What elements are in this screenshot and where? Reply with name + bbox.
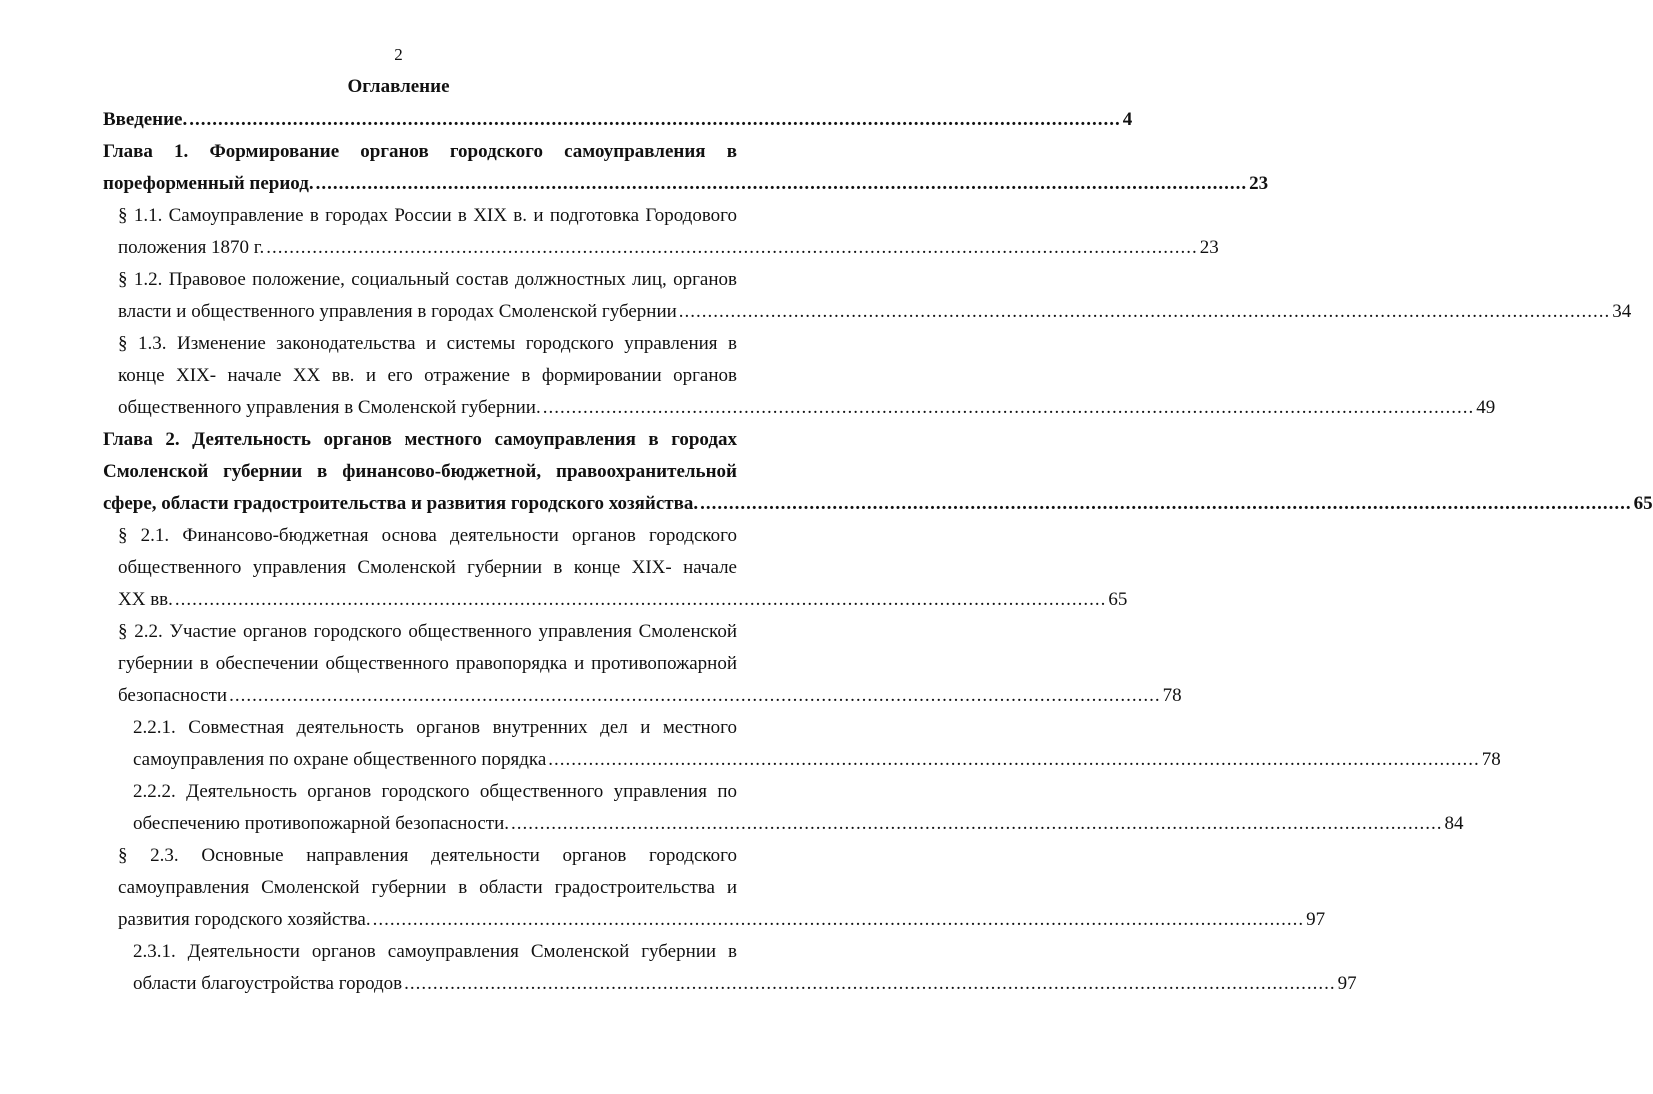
toc-entry-section-1-1-line-2[interactable] bbox=[118, 232, 1219, 264]
toc-entry-text: безопасности bbox=[118, 685, 228, 706]
toc-entry-section-2-2-line-2[interactable]: губернии в обеспечении общественного правопорядка и противопожарной bbox=[118, 653, 737, 674]
toc-entry-text: развития городского хозяйства. bbox=[118, 909, 371, 930]
toc-entry-subsection-2-2-2-line-2[interactable] bbox=[133, 808, 1464, 840]
leader-dots: .................................................................................................................................................................. bbox=[542, 397, 1475, 418]
toc-entry-section-2-2-line-3[interactable] bbox=[118, 680, 1182, 712]
leader-dots: .................................................................................................................................................................. bbox=[315, 173, 1248, 194]
toc-entry-section-1-2-line-1[interactable]: § 1.2. Правовое положение, социальный состав должностных лиц, органов bbox=[118, 269, 737, 290]
toc-page-number: 97 bbox=[1306, 909, 1326, 930]
leader-dots: .................................................................................................................................................................. bbox=[548, 749, 1480, 770]
toc-entry-introduction[interactable] bbox=[103, 104, 1133, 136]
toc-entry-chapter-2-line-1[interactable]: Глава 2. Деятельность органов местного самоуправления в городах bbox=[103, 429, 737, 450]
toc-entry-section-2-2-line-1[interactable]: § 2.2. Участие органов городского общественного управления Смоленской bbox=[118, 621, 737, 642]
toc-entry-chapter-1-line-2[interactable] bbox=[103, 168, 1269, 200]
toc-entry-text: общественного управления в Смоленской губернии. bbox=[118, 397, 541, 418]
toc-entry-text: обеспечению противопожарной безопасности. bbox=[133, 813, 510, 834]
toc-entry-section-1-3-line-3[interactable] bbox=[118, 392, 1496, 424]
toc-entry-subsection-2-3-1-line-1[interactable]: 2.3.1. Деятельности органов самоуправления Смоленской губернии в bbox=[133, 941, 737, 962]
toc-entry-text: Введение. bbox=[103, 109, 188, 130]
leader-dots: .................................................................................................................................................................. bbox=[404, 973, 1336, 994]
toc-entry-section-1-3-line-1[interactable]: § 1.3. Изменение законодательства и системы городского управления в bbox=[118, 333, 737, 354]
page-number: 2 bbox=[394, 45, 403, 64]
toc-title: Оглавление bbox=[347, 76, 450, 97]
toc-entry-section-2-1-line-2[interactable]: общественного управления Смоленской губернии в конце XIX- начале bbox=[118, 557, 737, 578]
toc-page-number: 65 bbox=[1108, 589, 1128, 610]
toc-page-number: 84 bbox=[1444, 813, 1464, 834]
toc-entry-text: власти и общественного управления в городах Смоленской губернии bbox=[118, 301, 677, 322]
leader-dots: .................................................................................................................................................................. bbox=[174, 589, 1107, 610]
toc-page-number: 23 bbox=[1249, 173, 1269, 194]
toc-page-number: 23 bbox=[1199, 237, 1219, 258]
toc-entry-section-2-3-line-2[interactable]: самоуправления Смоленской губернии в области градостроительства и bbox=[118, 877, 737, 898]
toc-entry-section-1-3-line-2[interactable]: конце XIX- начале XX вв. и его отражение в формировании органов bbox=[118, 365, 737, 386]
toc-entry-text: XX вв. bbox=[118, 589, 173, 610]
leader-dots: .................................................................................................................................................................. bbox=[511, 813, 1443, 834]
toc-entry-chapter-1-line-1[interactable]: Глава 1. Формирование органов городского самоуправления в bbox=[103, 141, 737, 162]
toc-entry-text: пореформенный период. bbox=[103, 173, 314, 194]
toc-page-number: 78 bbox=[1162, 685, 1182, 706]
toc-entry-text: области благоустройства городов bbox=[133, 973, 403, 994]
toc-entry-chapter-2-line-2[interactable]: Смоленской губернии в финансово-бюджетной, правоохранительной bbox=[103, 461, 737, 482]
leader-dots: .................................................................................................................................................................. bbox=[700, 493, 1632, 514]
toc-entry-subsection-2-2-1-line-1[interactable]: 2.2.1. Совместная деятельность органов внутренних дел и местного bbox=[133, 717, 737, 738]
toc-entry-subsection-2-2-2-line-1[interactable]: 2.2.2. Деятельность органов городского общественного управления по bbox=[133, 781, 737, 802]
toc-entry-section-1-1-line-1[interactable]: § 1.1. Самоуправление в городах России в XIX в. и подготовка Городового bbox=[118, 205, 737, 226]
toc-page-number: 34 bbox=[1612, 301, 1632, 322]
leader-dots: .................................................................................................................................................................. bbox=[678, 301, 1611, 322]
toc-page-number: 97 bbox=[1337, 973, 1357, 994]
toc-entry-section-2-3-line-3[interactable] bbox=[118, 904, 1326, 936]
toc-entry-section-2-1-line-1[interactable]: § 2.1. Финансово-бюджетная основа деятельности органов городского bbox=[118, 525, 737, 546]
toc-page-number: 65 bbox=[1633, 493, 1653, 514]
toc-entry-text: положения 1870 г. bbox=[118, 237, 265, 258]
toc-entry-section-1-2-line-2[interactable] bbox=[118, 296, 1632, 328]
toc-page-number: 4 bbox=[1122, 109, 1133, 130]
leader-dots: .................................................................................................................................................................. bbox=[266, 237, 1198, 258]
toc-page-number: 78 bbox=[1481, 749, 1501, 770]
toc-entry-section-2-1-line-3[interactable] bbox=[118, 584, 1128, 616]
toc-entry-section-2-3-line-1[interactable]: § 2.3. Основные направления деятельности органов городского bbox=[118, 845, 737, 866]
toc-page-number: 49 bbox=[1476, 397, 1496, 418]
toc-entry-text: сфере, области градостроительства и развития городского хозяйства. bbox=[103, 493, 699, 514]
leader-dots: .................................................................................................................................................................. bbox=[372, 909, 1305, 930]
toc-entry-subsection-2-2-1-line-2[interactable] bbox=[133, 744, 1501, 776]
leader-dots: .................................................................................................................................................................. bbox=[229, 685, 1161, 706]
toc-entry-text: самоуправления по охране общественного порядка bbox=[133, 749, 547, 770]
toc-entry-subsection-2-3-1-line-2[interactable] bbox=[133, 968, 1357, 1000]
leader-dots: .................................................................................................................................................................. bbox=[189, 109, 1121, 130]
toc-entry-chapter-2-line-3[interactable] bbox=[103, 488, 1653, 520]
